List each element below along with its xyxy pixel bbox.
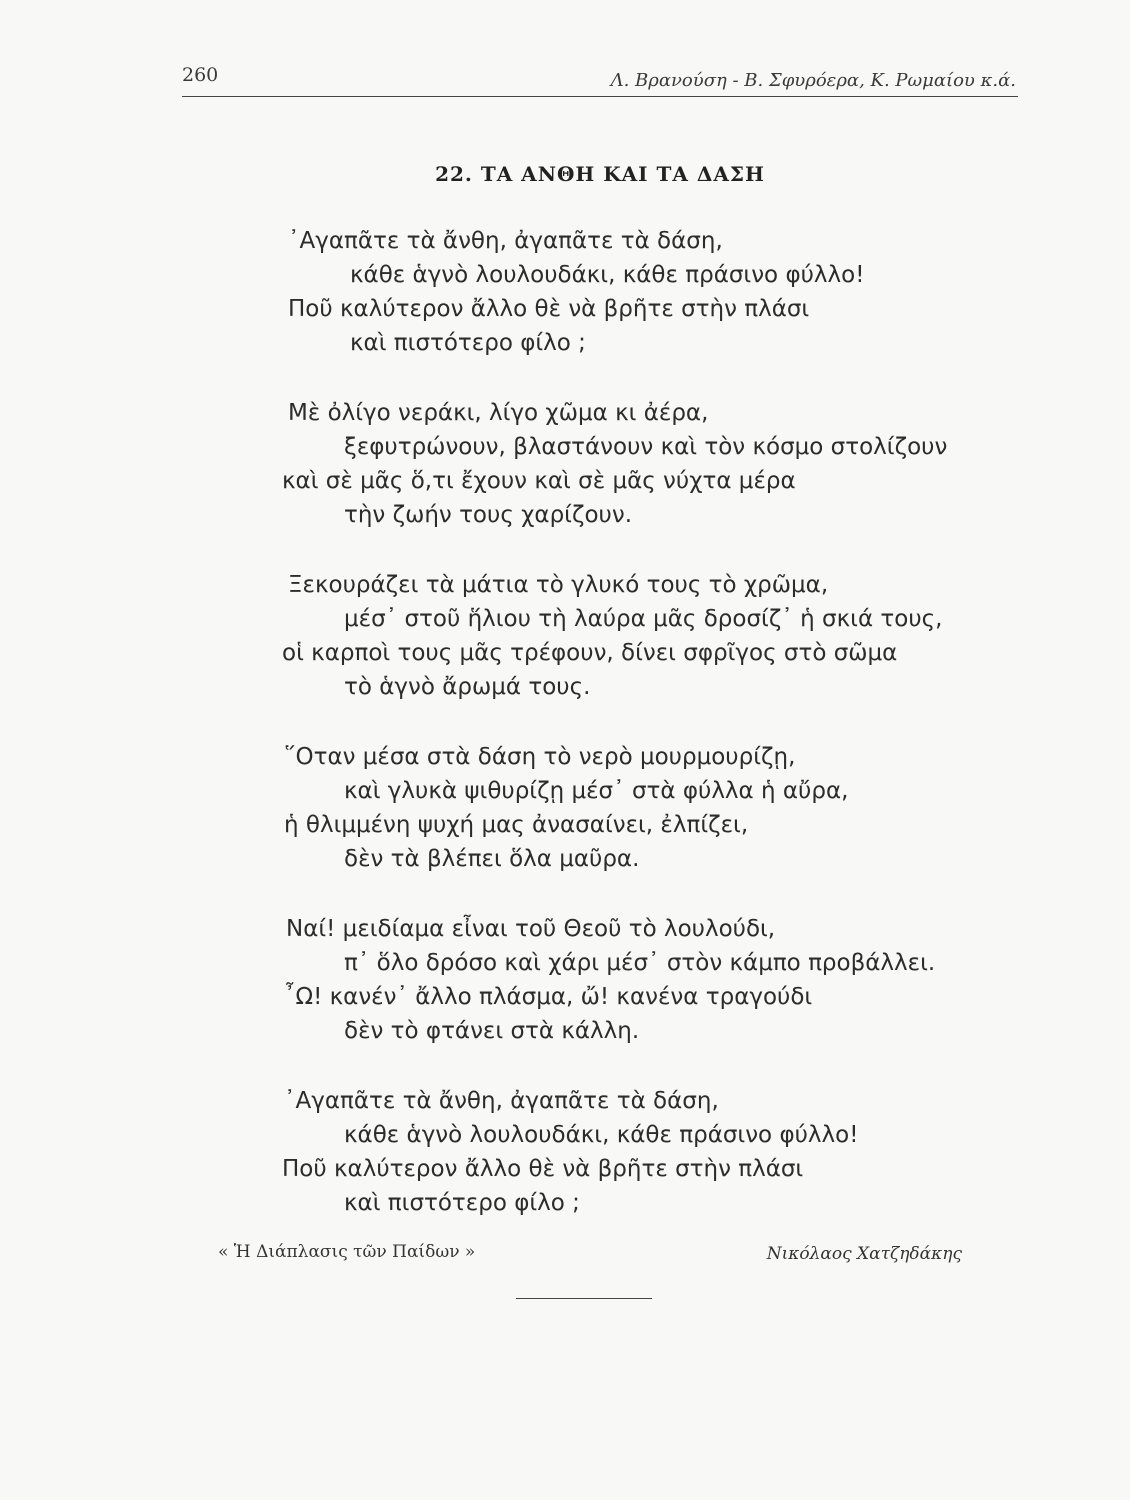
poem-line: ῞Οταν μέσα στὰ δάση τὸ νερὸ μουρμουρίζῃ, xyxy=(284,744,796,770)
poem-line: καὶ σὲ μᾶς ὅ,τι ἔχουν καὶ σὲ μᾶς νύχτα μέρα xyxy=(282,468,796,494)
poem-line: ᾿Αγαπᾶτε τὰ ἄνθη, ἀγαπᾶτε τὰ δάση, xyxy=(288,228,723,254)
poem-line: κάθε ἁγνὸ λουλουδάκι, κάθε πράσινο φύλλο! xyxy=(350,262,865,288)
stanza-6 xyxy=(0,1084,1130,1256)
page-header xyxy=(182,62,1018,97)
running-title: Λ. Βρανούση - Β. Σφυρόερα, Κ. Ρωμαίου κ.ά. xyxy=(610,70,1016,91)
stanza-2 xyxy=(0,396,1130,568)
poem-line: Ποῦ καλύτερον ἄλλο θὲ νὰ βρῆτε στὴν πλάσι xyxy=(288,296,810,322)
poem-line: Μὲ ὀλίγο νεράκι, λίγο χῶμα κι ἀέρα, xyxy=(288,400,709,426)
poem-line: ῏Ω! κανέν᾿ ἄλλο πλάσμα, ὤ! κανένα τραγούδι xyxy=(284,984,813,1010)
stanza-5 xyxy=(0,912,1130,1084)
poem-line: μέσ᾿ στοῦ ἥλιου τὴ λαύρα μᾶς δροσίζ᾿ ἡ σκιά τους, xyxy=(344,606,943,632)
poem-line: δὲν τὸ φτάνει στὰ κάλλη. xyxy=(344,1018,640,1044)
poem-line: δὲν τὰ βλέπει ὅλα μαῦρα. xyxy=(344,846,640,872)
poem-line: ἡ θλιμμένη ψυχή μας ἀνασαίνει, ἐλπίζει, xyxy=(284,812,749,838)
page-number: 260 xyxy=(182,64,219,86)
poem-line: Ναί! μειδίαμα εἶναι τοῦ Θεοῦ τὸ λουλούδι, xyxy=(286,916,776,942)
stanza-3 xyxy=(0,568,1130,740)
poem-line: Ξεκουράζει τὰ μάτια τὸ γλυκό τους τὸ χρῶμα, xyxy=(288,572,829,598)
stanza-4 xyxy=(0,740,1130,912)
poem-line: τὸ ἁγνὸ ἄρωμά τους. xyxy=(344,674,591,700)
poem-line: καὶ πιστότερο φίλο ; xyxy=(350,330,586,356)
poem-title: 22. ΤΑ ΑΝΘΗ ΚΑΙ ΤΑ ΔΑΣΗ xyxy=(435,162,765,186)
source-citation: « Ἡ Διάπλασις τῶν Παίδων » xyxy=(218,1242,476,1262)
end-divider xyxy=(516,1298,652,1299)
poem-line: Ποῦ καλύτερον ἄλλο θὲ νὰ βρῆτε στὴν πλάσι xyxy=(282,1156,804,1182)
poem-line: ᾿Αγαπᾶτε τὰ ἄνθη, ἀγαπᾶτε τὰ δάση, xyxy=(284,1088,719,1114)
poem-line: π᾿ ὅλο δρόσο καὶ χάρι μέσ᾿ στὸν κάμπο προβάλλει. xyxy=(344,950,936,976)
poem-line: καὶ γλυκὰ ψιθυρίζῃ μέσ᾿ στὰ φύλλα ἡ αὔρα, xyxy=(344,778,849,804)
stanza-1 xyxy=(0,224,1130,396)
poem-line: καὶ πιστότερο φίλο ; xyxy=(344,1190,580,1216)
poem-body xyxy=(0,224,1130,1256)
poem-line: ξεφυτρώνουν, βλαστάνουν καὶ τὸν κόσμο στολίζουν xyxy=(344,434,948,460)
poem-line: τὴν ζωήν τους χαρίζουν. xyxy=(344,502,633,528)
poem-line: κάθε ἁγνὸ λουλουδάκι, κάθε πράσινο φύλλο! xyxy=(344,1122,859,1148)
poem-line: οἱ καρποὶ τους μᾶς τρέφουν, δίνει σφρῖγος στὸ σῶμα xyxy=(282,640,898,666)
poem-author: Νικόλαος Χατζηδάκης xyxy=(766,1244,962,1264)
